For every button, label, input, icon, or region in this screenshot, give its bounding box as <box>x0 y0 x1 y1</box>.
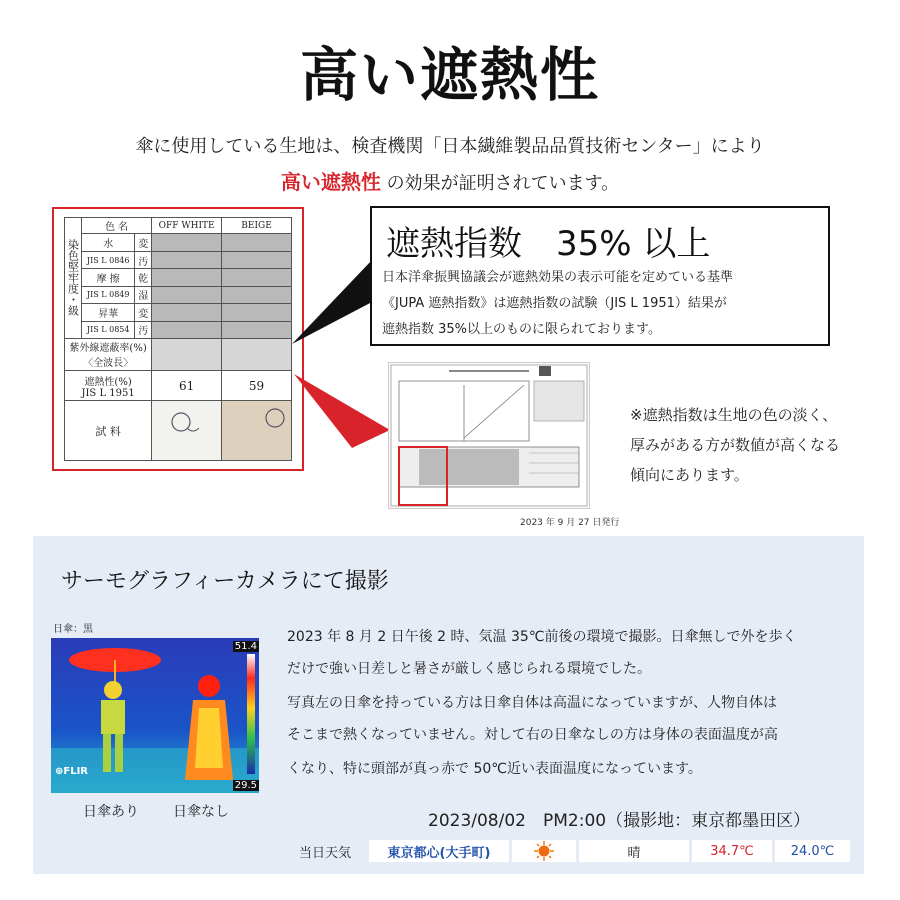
weather-icon-cell <box>512 840 576 862</box>
test-report-thumbnail <box>388 362 590 509</box>
heat-index-callout <box>370 206 830 346</box>
intro-highlight: 高い遮熱性 <box>280 170 381 194</box>
thermal-image-label: 日傘：黒 <box>53 624 93 635</box>
description-line: そこまで熱くなっていません。対して右の日傘なしの方は身体の表面温度が高 <box>287 727 778 743</box>
sample-off-white-swatch <box>152 401 222 461</box>
row-tag: 乾 <box>135 269 152 286</box>
uv-sub-label: 〈全波長〉 <box>83 358 134 370</box>
test-result-table-image <box>52 207 304 471</box>
intro-line-2-rest: の効果が証明されています。 <box>380 173 620 194</box>
description-line: だけで強い日差しと暑さが厳しく感じられる環境でした。 <box>287 661 651 677</box>
heat-value-off-white: 61 <box>152 370 222 401</box>
heat-std: JIS L 1951 <box>81 387 135 399</box>
note-line-3: 傾向にあります。 <box>630 466 749 484</box>
description-line: 2023 年 8 月 2 日午後 2 時、気温 35℃前後の環境で撮影。日傘無しで外を歩く <box>287 629 797 645</box>
row-name-sublimation: 昇華 <box>82 304 135 321</box>
color-name-header: 色 名 <box>82 218 152 234</box>
caption-with-umbrella: 日傘あり <box>83 804 139 820</box>
thermal-scale-min: 29.5 <box>234 780 257 791</box>
thermal-image <box>51 638 259 793</box>
seal-mark-icon <box>157 404 217 454</box>
test-result-table <box>64 217 292 461</box>
heat-label-cell <box>65 370 152 401</box>
row-tag: 湿 <box>135 286 152 303</box>
note-line-2: 厚みがある方が数値が高くなる <box>630 436 841 454</box>
sample-label: 試 料 <box>65 401 152 461</box>
intro-line-2 <box>0 166 900 195</box>
col-off-white: OFF WHITE <box>152 218 222 234</box>
flir-logo: ⊕FLIR <box>55 766 89 777</box>
callout-line-1: 日本洋傘振興協議会が遮熱効果の表示可能を定めている基準 <box>382 270 734 285</box>
intro-line-1: 傘に使用している生地は、検査機関「日本繊維製品品質技術センター」により <box>135 136 765 157</box>
weather-label: 当日天気 <box>299 845 352 861</box>
callout-line-3: 遮熱指数 35%以上のものに限られております。 <box>382 322 661 337</box>
shoot-date-location: 2023/08/02 PM2:00（撮影地：東京都墨田区） <box>428 811 811 831</box>
heat-label: 遮熱性(%) <box>84 376 132 388</box>
row-tag: 汚 <box>135 321 152 338</box>
callout-line-2: 《JUPA 遮熱指数》は遮熱指数の試験（JIS L 1951）結果が <box>382 296 727 311</box>
heat-value-beige: 59 <box>222 370 292 401</box>
description-line: くなり、特に頭部が真っ赤で 50℃近い表面温度になっています。 <box>287 761 702 777</box>
thermal-scale-max: 51.4 <box>234 641 257 652</box>
note-line-1: ※遮熱指数は生地の色の淡く、 <box>630 406 838 424</box>
thermography-panel <box>33 536 864 874</box>
sample-beige-swatch <box>222 401 292 461</box>
row-std: JIS L 0854 <box>82 321 135 338</box>
weather-low-temp: 24.0℃ <box>775 840 850 862</box>
sun-icon <box>531 841 557 861</box>
page-title: 高い遮熱性 <box>299 41 600 109</box>
caption-without-umbrella: 日傘なし <box>173 804 229 820</box>
report-document-graphic <box>389 363 589 508</box>
callout-heading: 遮熱指数 35% 以上 <box>386 224 711 264</box>
weather-row <box>299 839 850 863</box>
weather-station: 東京都心(大手町) <box>369 840 509 862</box>
report-issue-date: 2023 年 9 月 27 日発行 <box>520 518 620 528</box>
row-name-water: 水 <box>82 234 135 251</box>
weather-high-temp: 34.7℃ <box>692 840 772 862</box>
row-tag: 変 <box>135 304 152 321</box>
row-tag: 汚 <box>135 251 152 268</box>
row-name-abrasion: 摩 擦 <box>82 269 135 286</box>
weather-condition: 晴 <box>579 840 689 862</box>
uv-label: 紫外線遮蔽率(%) <box>69 343 147 355</box>
red-pointer-arrow <box>292 370 392 450</box>
row-std: JIS L 0849 <box>82 286 135 303</box>
row-tag: 変 <box>135 234 152 251</box>
fastness-group-label: 染色堅牢度・級 <box>65 218 82 339</box>
seal-mark-icon <box>227 404 287 454</box>
col-beige: BEIGE <box>222 218 292 234</box>
callout-pointer <box>292 256 374 346</box>
panel-title: サーモグラフィーカメラにて撮影 <box>61 569 389 594</box>
description-line: 写真左の日傘を持っている方は日傘自体は高温になっていますが、人物自体は <box>287 695 777 711</box>
row-std: JIS L 0846 <box>82 251 135 268</box>
uv-label-cell <box>65 338 152 370</box>
